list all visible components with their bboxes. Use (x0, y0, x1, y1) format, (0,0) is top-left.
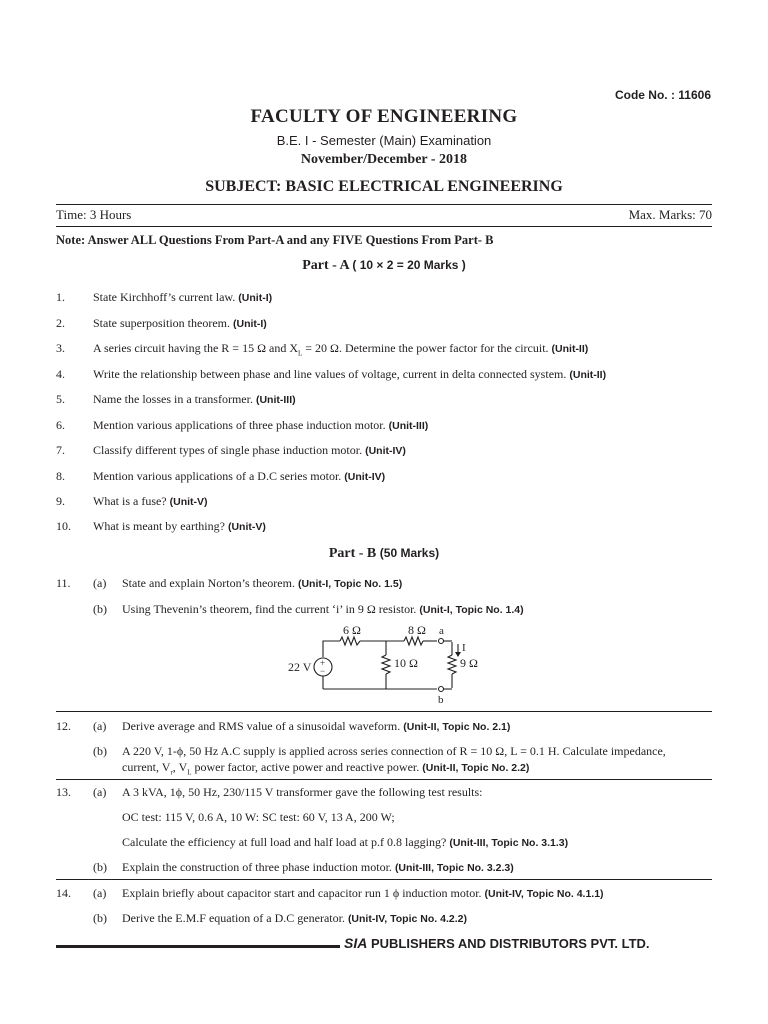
question-number: 8. (56, 469, 65, 483)
unit-tag: (Unit-IV) (365, 445, 406, 457)
part-a-title: Part - A (302, 258, 349, 273)
terminal-a (439, 639, 444, 644)
question-text: Explain briefly about capacitor start and capacitor run 1 ϕ induction motor. (122, 886, 482, 900)
unit-tag: (Unit-II) (551, 343, 589, 355)
label-node-b: b (438, 694, 444, 706)
question-text: State and explain Norton’s theorem. (122, 576, 295, 590)
unit-tag: (Unit-III) (388, 420, 429, 432)
divider (56, 779, 712, 780)
time-allowed: Time: 3 Hours (56, 207, 132, 222)
question-text: Mention various applications of a D.C series motor. (93, 469, 342, 483)
code-number: Code No. : 11606 (614, 88, 711, 102)
subscript: L (187, 768, 192, 777)
unit-tag: (Unit-I) (232, 318, 267, 330)
sub-label: (a) (93, 886, 107, 900)
sub-label: (b) (93, 744, 107, 758)
terminal-b (439, 687, 444, 692)
sub-label: (b) (93, 911, 107, 925)
resistor-6-ohm (340, 637, 360, 645)
label-8-ohm: 8 Ω (408, 623, 426, 637)
label-9-ohm: 9 Ω (460, 656, 478, 670)
question-number: 13. (56, 785, 71, 799)
unit-tag: (Unit-II, Topic No. 2.1) (403, 721, 511, 733)
part-a-marks: ( 10 × 2 = 20 Marks ) (352, 258, 466, 272)
label-minus: − (320, 666, 326, 676)
subject-title: SUBJECT: BASIC ELECTRICAL ENGINEERING (205, 178, 563, 195)
publisher-name: PUBLISHERS AND DISTRIBUTORS PVT. LTD. (367, 936, 650, 951)
circuit-diagram (280, 620, 480, 706)
instructions-note: Note: Answer ALL Questions From Part-A and any FIVE Questions From Part- B (56, 233, 494, 247)
unit-tag: (Unit-II, Topic No. 2.2) (422, 762, 530, 774)
faculty-title: FACULTY OF ENGINEERING (250, 106, 518, 127)
resistor-8-ohm (404, 637, 423, 645)
label-node-a: a (439, 625, 444, 637)
divider (56, 226, 712, 227)
question-number: 6. (56, 418, 65, 432)
part-b-marks: (50 Marks) (379, 546, 440, 560)
unit-tag: (Unit-V) (169, 496, 208, 508)
unit-tag: (Unit-III) (255, 394, 296, 406)
question-text: Name the losses in a transformer. (93, 392, 253, 406)
question-text: A 3 kVA, 1ϕ, 50 Hz, 230/115 V transformer gave the following test results: (122, 785, 483, 799)
unit-tag: (Unit-IV, Topic No. 4.1.1) (484, 888, 604, 900)
resistor-9-ohm (448, 655, 456, 674)
unit-tag: (Unit-I, Topic No. 1.5) (297, 578, 403, 590)
question-text: A series circuit having the R = 15 Ω and X (93, 341, 298, 355)
question-text: A 220 V, 1-ϕ, 50 Hz A.C supply is applied across series connection of R = 10 Ω, L = 0.1 H. Calculate impedance, (122, 744, 666, 758)
unit-tag: (Unit-III, Topic No. 3.2.3) (394, 862, 514, 874)
question-number: 14. (56, 886, 71, 900)
question-number: 11. (56, 576, 71, 590)
question-text: power factor, active power and reactive power. (191, 760, 420, 774)
label-plus: + (320, 658, 326, 668)
unit-tag: (Unit-V) (227, 521, 266, 533)
question-number: 5. (56, 392, 65, 406)
divider (56, 204, 712, 205)
question-number: 10. (56, 519, 71, 533)
divider (56, 711, 712, 712)
question-number: 9. (56, 494, 65, 508)
unit-tag: (Unit-IV, Topic No. 4.2.2) (347, 913, 467, 925)
sub-label: (a) (93, 576, 107, 590)
question-text: Write the relationship between phase and line values of voltage, current in delta connected system. (93, 367, 567, 381)
unit-tag: (Unit-II) (569, 369, 607, 381)
sub-label: (a) (93, 719, 107, 733)
question-text: Using Thevenin’s theorem, find the current ‘i’ in 9 Ω resistor. (122, 602, 417, 616)
exam-name: B.E. I - Semester (Main) Examination (276, 133, 492, 148)
question-text: State superposition theorem. (93, 316, 230, 330)
part-b-title: Part - B (328, 546, 377, 561)
unit-tag: (Unit-IV) (344, 471, 386, 483)
max-marks: Max. Marks: 70 (628, 207, 712, 222)
publisher-footer (344, 935, 650, 951)
question-text: current, V (122, 760, 171, 774)
part-a-heading (0, 258, 768, 274)
exam-session: November/December - 2018 (300, 152, 468, 167)
question-text: Calculate the efficiency at full load and half load at p.f 0.8 lagging? (122, 835, 447, 849)
unit-tag: (Unit-III, Topic No. 3.1.3) (449, 837, 569, 849)
question-text: Derive the E.M.F equation of a D.C generator. (122, 911, 345, 925)
question-number: 3. (56, 341, 65, 355)
footer-rule (56, 945, 340, 948)
label-6-ohm: 6 Ω (343, 623, 361, 637)
resistor-10-ohm (382, 655, 390, 674)
sub-label: (a) (93, 785, 107, 799)
label-source: 22 V (288, 660, 312, 674)
sub-label: (b) (93, 860, 107, 874)
question-number: 7. (56, 443, 65, 457)
question-number: 1. (56, 290, 65, 304)
publisher-logo: SIA (344, 935, 368, 951)
unit-tag: (Unit-I) (238, 292, 273, 304)
label-current: I (462, 642, 466, 654)
question-text: Derive average and RMS value of a sinusoidal waveform. (122, 719, 401, 733)
question-text: = 20 Ω. Determine the power factor for the circuit. (302, 341, 549, 355)
question-number: 12. (56, 719, 71, 733)
question-number: 4. (56, 367, 65, 381)
question-text: What is a fuse? (93, 494, 167, 508)
unit-tag: (Unit-I, Topic No. 1.4) (419, 604, 524, 616)
question-text: Mention various applications of three phase induction motor. (93, 418, 386, 432)
question-text: Explain the construction of three phase induction motor. (122, 860, 392, 874)
question-text: What is meant by earthing? (93, 519, 225, 533)
sub-label: (b) (93, 602, 107, 616)
question-text: OC test: 115 V, 0.6 A, 10 W: SC test: 60 V, 13 A, 200 W; (122, 810, 395, 824)
subscript: L (297, 349, 303, 358)
divider (56, 879, 712, 880)
subscript: r (170, 768, 173, 777)
question-number: 2. (56, 316, 65, 330)
part-b-heading (0, 546, 768, 562)
question-text: State Kirchhoff’s current law. (93, 290, 236, 304)
question-text: , V (172, 760, 188, 774)
label-10-ohm: 10 Ω (394, 656, 418, 670)
question-text: Classify different types of single phase induction motor. (93, 443, 363, 457)
wire (323, 641, 340, 643)
